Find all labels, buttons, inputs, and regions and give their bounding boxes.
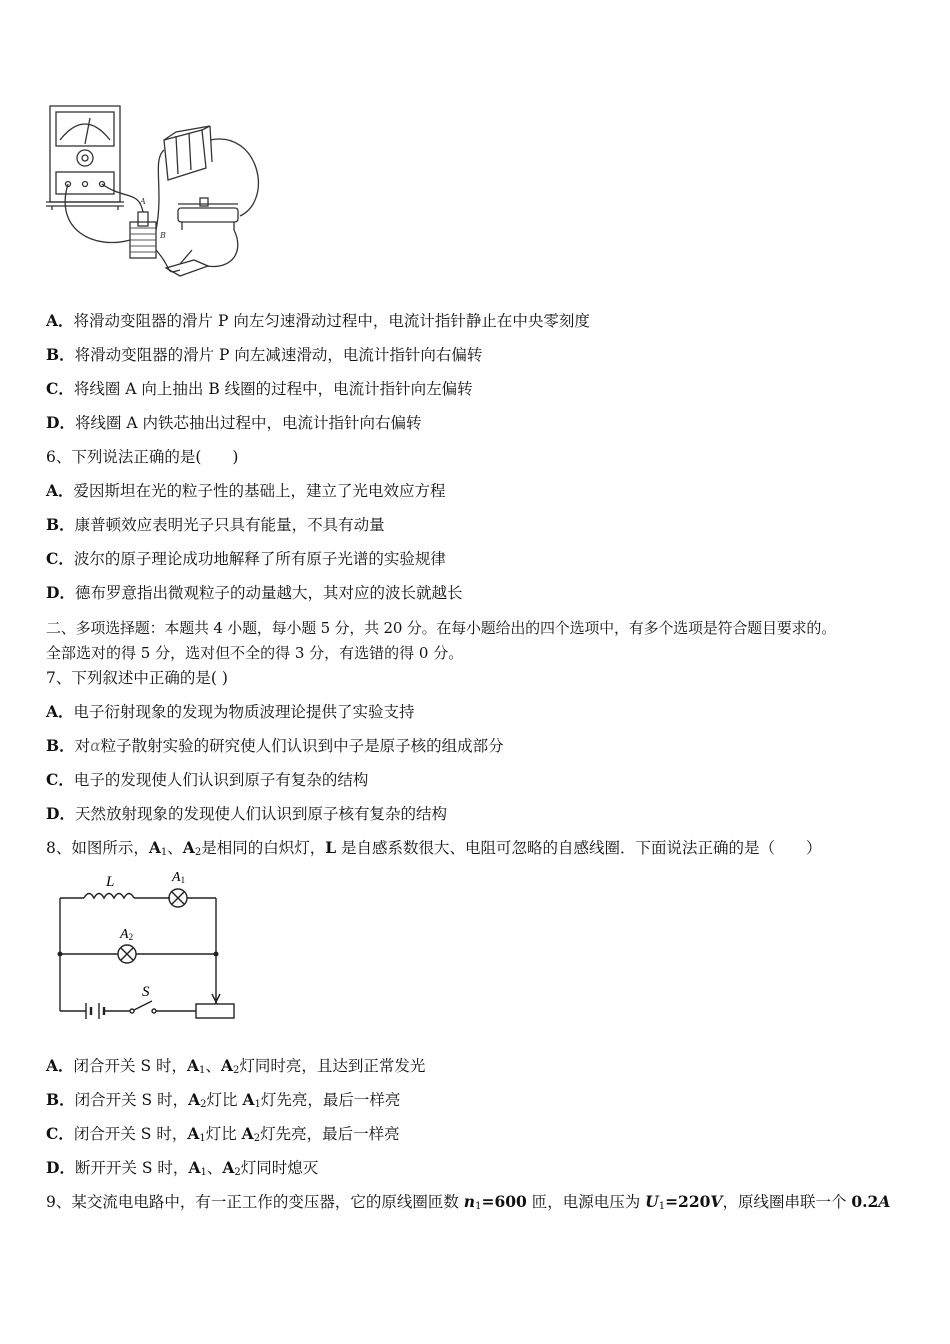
q6-option-d: D．德布罗意指出微观粒子的动量越大，其对应的波长就越长 [46, 583, 463, 602]
q7-option-d: D．天然放射现象的发现使人们认识到原子核有复杂的结构 [46, 804, 447, 823]
section2-line2: 全部选对的得 5 分，选对但不全的得 3 分，有选错的得 0 分。 [46, 644, 464, 662]
q6-option-b: B．康普顿效应表明光子只具有能量，不具有动量 [46, 515, 385, 534]
q7-stem: 7、下列叙述中正确的是( ) [46, 669, 228, 687]
q7-option-b: B．对α粒子散射实验的研究使人们认识到中子是原子核的组成部分 [46, 736, 504, 755]
q6-stem: 6、下列说法正确的是( ) [46, 448, 239, 466]
q7-option-a: A．电子衍射现象的发现为物质波理论提供了实验支持 [46, 702, 415, 721]
q5-option-d: D．将线圈 A 内铁芯抽出过程中，电流计指针向右偏转 [46, 413, 422, 432]
q8-option-c: C．闭合开关 S 时，$A_1$灯比 $A_2$灯先亮，最后一样亮 [46, 1124, 400, 1144]
q8-option-b: B．闭合开关 S 时，$A_2$灯比 $A_1$灯先亮，最后一样亮 [46, 1090, 401, 1110]
section2-line1: 二、多项选择题：本题共 4 小题，每小题 5 分，共 20 分。在每小题给出的四个选项中，有多个选项是符合题目要求的。 [46, 619, 836, 637]
q8-option-d: D．断开开关 S 时，$A_1$、$A_2$灯同时熄灭 [46, 1158, 319, 1178]
lamp-inductor-circuit-figure [44, 866, 244, 1032]
q5-option-c: C．将线圈 A 向上抽出 B 线圈的过程中，电流计指针向左偏转 [46, 379, 473, 398]
q5-option-b: B．将滑动变阻器的滑片 P 向左减速滑动，电流计指针向右偏转 [46, 345, 483, 364]
q5-option-a: A．将滑动变阻器的滑片 P 向左匀速滑动过程中，电流计指针静止在中央零刻度 [46, 311, 590, 330]
induction-apparatus-figure [44, 100, 270, 285]
switch-label: S [142, 984, 150, 1000]
q8-stem: 8、如图所示，$A_1$、$A_2$是相同的白炽灯，L 是自感系数很大、电阻可忽略的自感线圈．下面说法正确的是（ ） [46, 838, 822, 858]
lamp-a1-label: A1 [172, 870, 186, 885]
lamp-a2-label: A2 [120, 927, 134, 942]
inductor-label: L [106, 874, 115, 890]
q6-option-a: A．爱因斯坦在光的粒子性的基础上，建立了光电效应方程 [46, 481, 446, 500]
q9-stem: 9、某交流电电路中，有一正工作的变压器，它的原线圈匝数 $n_1=600$ 匝，电源电压为 $U_1=220V$，原线圈串联一个 0.2A [46, 1192, 891, 1212]
q7-option-c: C．电子的发现使人们认识到原子有复杂的结构 [46, 770, 369, 789]
figure-label-b: B [160, 231, 166, 240]
figure-label-a: A [140, 197, 146, 206]
q6-option-c: C．波尔的原子理论成功地解释了所有原子光谱的实验规律 [46, 549, 446, 568]
q8-option-a: A．闭合开关 S 时，$A_1$、$A_2$灯同时亮，且达到正常发光 [46, 1056, 426, 1076]
